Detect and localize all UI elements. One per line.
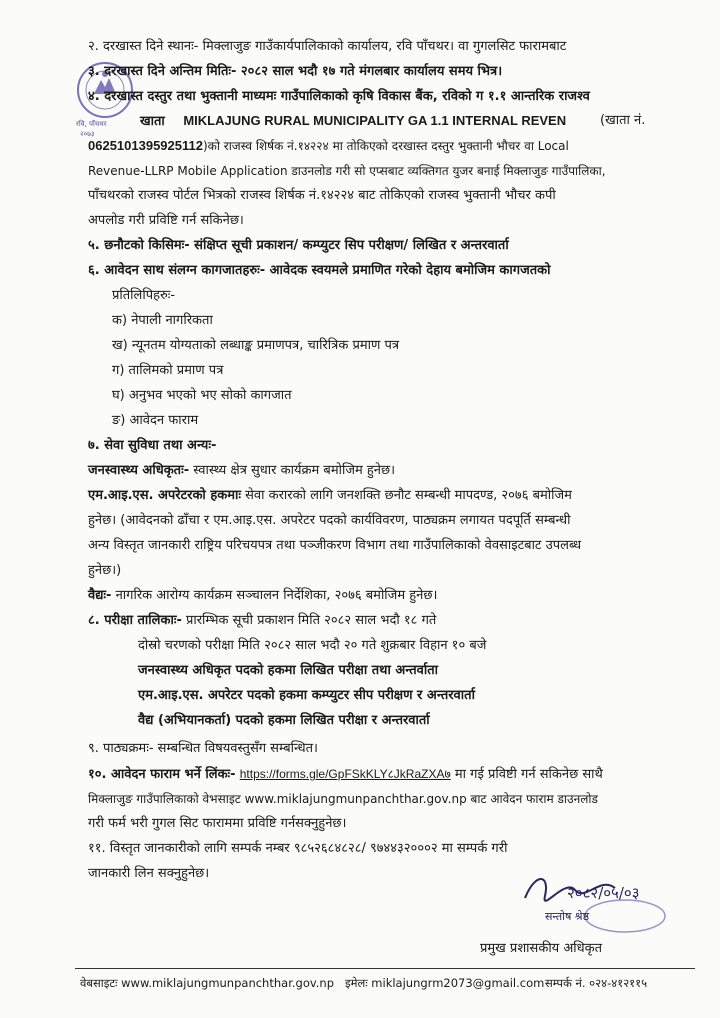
exam-schedule-label: ८. परीक्षा तालिकाः- bbox=[88, 613, 182, 628]
item-8-exam-schedule bbox=[88, 612, 436, 630]
account-number-rest: )को राजस्व शिर्षक नं.१४२२४ मा तोकिएको दरखास्त दस्तुर भुक्तानी भौचर वा Local bbox=[202, 139, 569, 153]
google-sheet-line: गरी फर्म भरी गुगल सिट फाराममा प्रविष्टि गर्नसक्नुहुनेछ। bbox=[88, 816, 347, 831]
facility-mis-line-4: हुनेछ।) bbox=[88, 563, 122, 578]
exam-health-officer: जनस्वास्थ्य अधिकृत पदको हकमा लिखित परीक्षा तथा अन्तर्वाता bbox=[138, 663, 439, 678]
footer-email: इमेलः miklajungrm2073@gmail.com bbox=[345, 976, 545, 990]
payment-line-3: Revenue-LLRP Mobile Application डाउनलोड गरी सो एप्सबाट व्यक्तिगत युजर बनाई मिक्लाजुङ गाउँपालिका, bbox=[88, 164, 606, 178]
doc-item-gha: घ) अनुभव भएको भए सोको कागजात bbox=[112, 388, 292, 403]
item-4-fee-payment: ४. दरखास्त दस्तुर तथा भुक्तानी माध्यमः गाउँपालिकाको कृषि विकास बैंक, रविको ग १.१ आन्तरिक राजश्व bbox=[88, 89, 590, 104]
account-number: 0625101395925112 bbox=[88, 138, 203, 153]
item-2-location: २. दरखास्त दिने स्थानः- मिक्लाजुङ गाउँकार्यपालिकाको कार्यालय, रवि पाँचथर। वा गुगलसिट फारामबाट bbox=[88, 39, 567, 54]
item-11-contact: ११. विस्तृत जानकारीको लागि सम्पर्क नम्बर ९८५२६८४८२८/ ९७४४३२०००२ मा सम्पर्क गरी bbox=[88, 841, 508, 856]
website-download-line: मिक्लाजुङ गाउँपालिकाको वेभसाइट www.miklajungmunpanchthar.gov.np बाट आवेदन फाराम डाउनलोड bbox=[88, 792, 598, 806]
facility-mis-label: एम.आइ.एस. अपरेटरको हकमाः bbox=[88, 488, 241, 503]
footer-divider bbox=[75, 968, 695, 969]
form-link-label: १०. आवेदन फाराम भर्ने लिंकः- bbox=[88, 767, 236, 782]
contact-line-2: जानकारी लिन सक्नुहुनेछ। bbox=[88, 866, 210, 881]
footer-phone: सम्पर्क नं. ०२४-४१२११५ bbox=[545, 976, 648, 990]
payment-line-5: अपलोड गरी प्रविष्टि गर्न सकिनेछ। bbox=[88, 213, 244, 228]
exam-schedule-text: प्रारम्भिक सूची प्रकाशन मिति २०८२ साल भदौ १८ गते bbox=[181, 613, 437, 628]
facility-vaidya-text: नागरिक आरोग्य कार्यक्रम सञ्चालन निर्देशिका, २०७६ बमोजिम हुनेछ। bbox=[111, 588, 438, 603]
account-label bbox=[140, 112, 566, 131]
facility-health-officer bbox=[88, 462, 395, 480]
account-word: खाता bbox=[140, 114, 165, 129]
seal-year: २०७३ bbox=[80, 130, 95, 138]
exam-mis-operator: एम.आइ.एस. अपरेटर पदको हकमा कम्प्युटर सीप परीक्षण र अन्तरवार्ता bbox=[138, 688, 475, 703]
form-link[interactable]: https://forms.gle/GpFSkKLY८JkRaZXA७ bbox=[239, 767, 451, 781]
facility-mis-operator bbox=[88, 487, 572, 505]
doc-item-ka: क) नेपाली नागरिकता bbox=[112, 313, 213, 328]
signature-name: सन्तोष श्रेष्ठ bbox=[545, 910, 590, 923]
facility-vaidya-label: वैद्यः- bbox=[88, 588, 112, 603]
item-6-documents: ६. आवेदन साथ संलग्न कागजातहरुः- आवेदक स्वयमले प्रमाणित गरेको देहाय बमोजिम कागजतको bbox=[88, 263, 551, 278]
item-5-selection: ५. छनौटको किसिमः- संक्षिप्त सूची प्रकाशन/ कम्प्युटर सिप परीक्षण/ लिखित र अन्तरवार्ता bbox=[88, 238, 509, 253]
signature-date: २०८२/०५/०३ bbox=[567, 884, 640, 902]
form-link-rest: मा गई प्रविष्टी गर्न सकिनेछ साथै bbox=[450, 767, 603, 782]
account-name: MIKLAJUNG RURAL MUNICIPALITY GA 1.1 INTERNAL REVEN bbox=[183, 113, 567, 128]
exam-vaidya: वैद्य (अभियानकर्ता) पदको हकमा लिखित परीक्षा र अन्तरवार्ता bbox=[138, 713, 430, 728]
signature-stamp-icon bbox=[505, 868, 670, 938]
facility-mis-line-2: हुनेछ। (आवेदनको ढाँचा र एम.आइ.एस. अपरेटर पदको कार्यविवरण, पाठ्यक्रम लगायत पदपूर्ति सम्बन्धी bbox=[88, 513, 571, 528]
facility-mis-text: सेवा करारको लागि जनशक्ति छनौट सम्बन्धी मापदण्ड, २०७६ बमोजिम bbox=[240, 488, 572, 503]
doc-item-ga: ग) तालिमको प्रमाण पत्र bbox=[112, 363, 224, 378]
seal-text-bottom: रवि, पाँचथर bbox=[76, 120, 107, 128]
doc-item-kha: ख) न्यूनतम योग्यताको लब्धाङ्क प्रमाणपत्र, चारित्रिक प्रमाण पत्र bbox=[112, 338, 400, 353]
account-number-line bbox=[88, 137, 569, 156]
facility-health-officer-label: जनस्वास्थ्य अधिकृतः- bbox=[88, 463, 190, 478]
signatory-title: प्रमुख प्रशासकीय अधिकृत bbox=[480, 941, 603, 956]
account-no-label: (खाता नं. bbox=[600, 113, 646, 128]
facility-mis-line-3: अन्य विस्तृत जानकारी राष्ट्रिय परिचयपत्र तथा पञ्जीकरण विभाग तथा गाउँपालिकाको वेवसाइटबाट उपलब्ध bbox=[88, 538, 582, 553]
item-7-facilities: ७. सेवा सुविधा तथा अन्यः- bbox=[88, 438, 217, 453]
item-10-form-link-line bbox=[88, 765, 603, 784]
footer-website: वेबसाइटः www.miklajungmunpanchthar.gov.np bbox=[80, 976, 335, 990]
exam-second-phase: दोस्रो चरणको परीक्षा मिति २०८२ साल भदौ २० गते शुक्रबार विहान १० बजे bbox=[138, 638, 487, 653]
payment-line-4: पाँचथरको राजस्व पोर्टल भित्रको राजस्व शिर्षक नं.१४२२४ बाट तोकिएको राजस्व भुक्तानी भौचर कपी bbox=[88, 188, 556, 203]
item-3-deadline: ३. दरखास्त दिने अन्तिम मितिः- २०८२ साल भदौ १७ गते मंगलबार कार्यालय समय भित्र। bbox=[88, 64, 503, 79]
item-9-syllabus: ९. पाठ्यक्रमः- सम्बन्धित विषयवस्तुसँग सम्बन्धित। bbox=[88, 741, 318, 756]
facility-health-officer-text: स्वास्थ्य क्षेत्र सुधार कार्यक्रम बमोजिम हुनेछ। bbox=[189, 463, 396, 478]
copies-label: प्रतिलिपिहरुः- bbox=[112, 288, 176, 303]
facility-vaidya bbox=[88, 587, 437, 605]
doc-item-nga: ङ) आवेदन फाराम bbox=[112, 413, 199, 428]
